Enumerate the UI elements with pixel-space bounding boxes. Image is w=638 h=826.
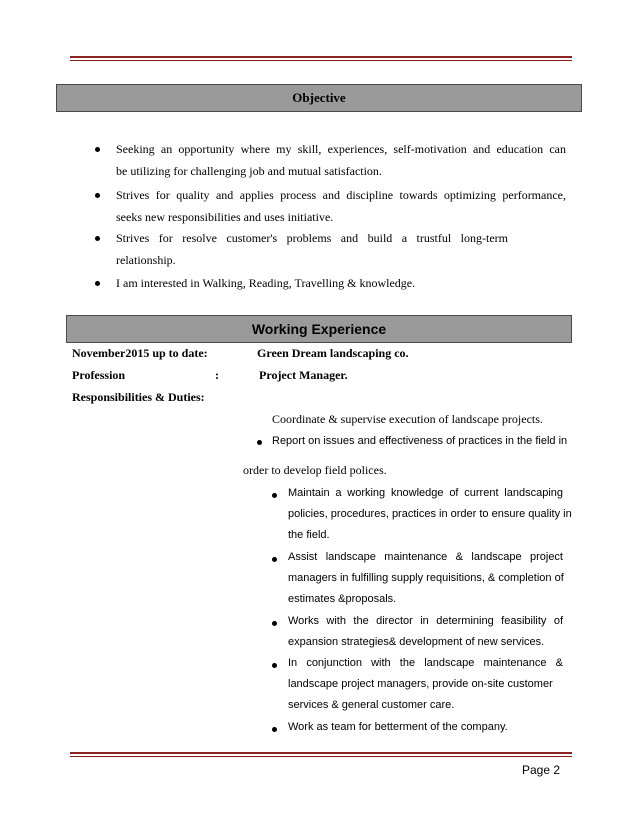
duty-2-line-1: Assist landscape maintenance & landscape project [288,551,563,563]
objective-title: Objective [292,90,346,105]
duty-4-line-3: services & general customer care. [288,699,455,711]
duty-5-line-1: Work as team for betterment of the company. [288,721,508,733]
duty-1-line-2: policies, procedures, practices in order to ensure quality in [288,508,572,520]
bullet-icon [95,236,100,241]
duty-1-line-1: Maintain a working knowledge of current landscaping [288,487,563,499]
objective-header [56,84,582,112]
bullet-icon [95,147,100,152]
objective-item-4-line-1: I am interested in Walking, Reading, Travelling & knowledge. [116,276,416,290]
duty-2-line-2: managers in fulfilling supply requisitions, & completion of [288,572,564,584]
page-number: Page 2 [522,763,561,777]
top-rule [70,56,572,61]
bullet-icon [272,621,277,626]
bullet-icon [272,663,277,668]
objective-item-3-line-2: relationship. [116,253,176,267]
bullet-icon [272,493,277,498]
duty-1-line-3: the field. [288,529,330,541]
bullet-icon [272,727,277,732]
duty-report-line-2: order to develop field polices. [243,463,387,477]
objective-item-2-line-2: seeks new responsibilities and uses initiative. [116,210,334,224]
objective-item-2-line-1: Strives for quality and applies process and discipline towards optimizing performance, [116,188,566,202]
company-name: Green Dream landscaping co. [257,346,409,360]
responsibilities-label: Responsibilities & Duties: [72,390,205,404]
profession-value: Project Manager. [259,368,348,382]
bullet-icon [257,440,262,445]
objective-item-1-line-2: be utilizing for challenging job and mutual satisfaction. [116,164,382,178]
bullet-icon [95,193,100,198]
duty-4-line-2: landscape project managers, provide on-site customer [288,678,553,690]
period-label: November2015 up to date: [72,346,208,360]
duty-report-line-1: Report on issues and effectiveness of practices in the field in [272,435,568,447]
objective-item-1-line-1: Seeking an opportunity where my skill, experiences, self-motivation and education can [116,142,566,156]
experience-header [66,315,572,343]
bullet-icon [95,281,100,286]
duty-intro: Coordinate & supervise execution of landscape projects. [272,412,543,426]
duty-3-line-1: Works with the director in determining feasibility of [288,615,563,627]
duty-3-line-2: expansion strategies& development of new services. [288,636,545,648]
bottom-rule [70,752,572,757]
objective-item-3-line-1: Strives for resolve customer's problems and build a trustful long-term [116,231,508,245]
profession-colon: : [215,368,219,382]
duty-4-line-1: In conjunction with the landscape maintenance & [288,657,563,669]
bullet-icon [272,557,277,562]
experience-title: Working Experience [251,321,387,337]
profession-label: Profession [72,368,126,382]
duty-2-line-3: estimates &proposals. [288,593,397,605]
